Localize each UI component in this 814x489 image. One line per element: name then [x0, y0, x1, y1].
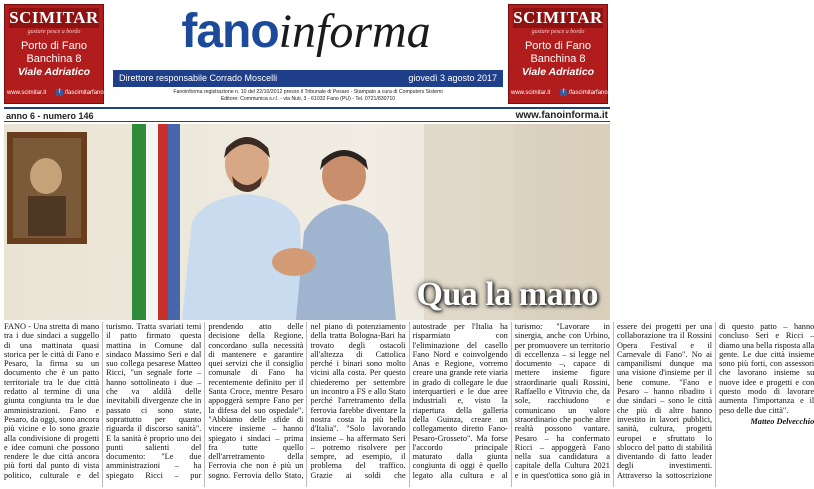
flag-eu	[168, 124, 180, 320]
ad-website: www.scimitar.it	[511, 90, 551, 97]
registration-line-1: Fanoinforma registrazione n. 10 del 22/10/2012 presso il Tribunale di Pesaro - Stampato a cura di Computers Sistemi	[173, 89, 443, 95]
ad-location: Porto di Fano	[20, 40, 88, 52]
section-divider	[4, 121, 610, 122]
facebook-icon: f	[56, 89, 63, 96]
ad-left[interactable]	[4, 4, 104, 104]
article-body	[4, 322, 814, 487]
handshake	[272, 248, 316, 276]
flag-white	[146, 124, 158, 320]
ad-location-2: Banchina 8	[530, 53, 586, 65]
ad-tagline: gustare pesce a bordo	[27, 29, 81, 35]
masthead	[108, 4, 504, 62]
issue-date: giovedì 3 agosto 2017	[408, 73, 497, 83]
registration-info	[113, 89, 503, 103]
ad-facebook: /fascimitarfano	[64, 90, 104, 97]
ad-social	[511, 89, 608, 99]
info-bar	[113, 70, 503, 87]
headline: Qua la mano	[416, 276, 598, 313]
ad-facebook: /fascimitarfano	[568, 90, 608, 97]
masthead-informa: informa	[278, 5, 431, 58]
ad-street: Viale Adriatico	[521, 66, 595, 78]
ad-social	[7, 89, 104, 99]
ad-tagline: gustare pesce a bordo	[531, 29, 585, 35]
ad-street: Viale Adriatico	[17, 66, 91, 78]
top-divider	[4, 107, 610, 109]
ad-right[interactable]	[508, 4, 608, 104]
masthead-fano: fano	[181, 5, 279, 58]
director-line: Direttore responsabile Corrado Moscelli	[119, 73, 278, 83]
facebook-icon: f	[560, 89, 567, 96]
website-link[interactable]: www.fanoinforma.it	[515, 110, 608, 121]
main-photo	[4, 124, 610, 320]
issue-number: anno 6 - numero 146	[6, 111, 94, 121]
ad-website: www.scimitar.it	[7, 90, 47, 97]
flag-green	[132, 124, 146, 320]
flag-red	[158, 124, 168, 320]
ad-brand: SCIMITAR	[513, 8, 603, 27]
ad-location-2: Banchina 8	[26, 53, 82, 65]
ad-brand: SCIMITAR	[9, 8, 99, 27]
article-text: FANO - Una stretta di mano tra i due sindaci a suggello di una mattinata quasi storica per le città di Fano e Pesaro, la firma su un documento che è un patto territoriale tra le due città redatto al termine di una giunta congiunta tra le due amministrazioni. Fano e Pesaro, da oggi, sono ancora più vicine e lo sono grazie alla condivisione di progetti e idee comuni che possono rendere le due città ancora più forti dal punto di vista politico, culturale e del turismo. Tratta svariati temi il patto firmato questa mattina in Comune dal sindaco Massimo Seri e dal suo collega pesarese Matteo Ricci, "un segnale forte – hanno sottolineato i due – che va aldilà delle inevitabili divergenze che in passato ci sono state, soprattutto per quanto riguarda il discorso sanità". E la sanità è proprio uno dei punti salienti del documento: "Le due amministrazioni – ha spiegato Ricci – pur prendendo atto delle decisione della Regione, concordano sulla necessità di mantenere e garantire quei servizi che il consiglio comunale di Fano ha recentemente definito per il Santa Croce, mentre Pesaro appoggerà sempre Fano per la difesa del suo ospedale". "Abbiamo delle sfide di vincere insieme – hanno spiegato i sindaci – prima fra tutte quello dell'arretramento della Ferrovia che non è più un sogno. Ferrovia dello Stato, nel piano di potenziamento della tratta Bologna-Bari ha trovato degli ostacoli all'altezza di Cattolica perché i binari sono molto vicini alla costa. Per questo chiederemo per settembre un incontro a FS e allo Stato perché l'arretramento della ferrovia farebbe diventare la nostra costa la più bella d'Italia". "Solo lavorando insieme – ha affermato Seri – potremo risolvere per sempre, ad esempio, il problema del traffico. Grazie ai soldi che autostrade per l'Italia ha risparmiato con l'eliminazione del casello Fano Nord e coinvolgendo Anas e Regione, vorremo creare una grande rete viaria in grado di collegare le due interquartieri e le due aree industriali e, visto la riapertura della galleria della Guinza, creare un collegamento diretto Fano-Pesaro-Grosseto". Ma forse l'accordo principale maturato dalla giunta congiunta di oggi è quello legato alla cultura e al turismo: "Lavorare in sinergia, anche con Urbino, per promuovere un territorio di eccellenza – si legge nel documento –, capace di mettere insieme figure straordinarie quali Rossini, Raffaello e Vitruvio che, da sole, racchiudono e comunicano un valore straordinario che poche altre realtà possono vantare. Pesaro – ha confermato Ricci – appoggerà Fano nella sua candidatura a capitale della Cultura 2021 e in quest'ottica sono già in essere dei progetti per una collaborazione tra il Rossini Opera Festival e il Carnevale di Fano". No ai campanilismi dunque ma una visione d'insieme per il bene comune. "Fano e Pesaro – hanno ribadito i due sindaci – sono le città che più di altre hanno investito in lavori pubblici, sanità, cultura, progetti europei e sfruttato lo sblocco del patto di stabilità diventando di fatto leader degli investimenti. Attraverso la sottoscrizione di questo patto – hanno concluso Seri e Ricci – diamo una bella risposta alla gente. Le due città insieme sono più forti, con assessori che lavorano insieme su nuove idee e progetti e con questo modo di lavorare aumenta l'importanza e il peso delle due città".	[4, 322, 814, 480]
registration-line-2: Editore: Communica s.r.l. - via Nuti, 3 - 61032 Fano (PU) - Tel. 0721/830710	[220, 96, 396, 102]
ad-location: Porto di Fano	[524, 40, 592, 52]
article-byline: Matteo Delvecchio	[750, 416, 814, 426]
